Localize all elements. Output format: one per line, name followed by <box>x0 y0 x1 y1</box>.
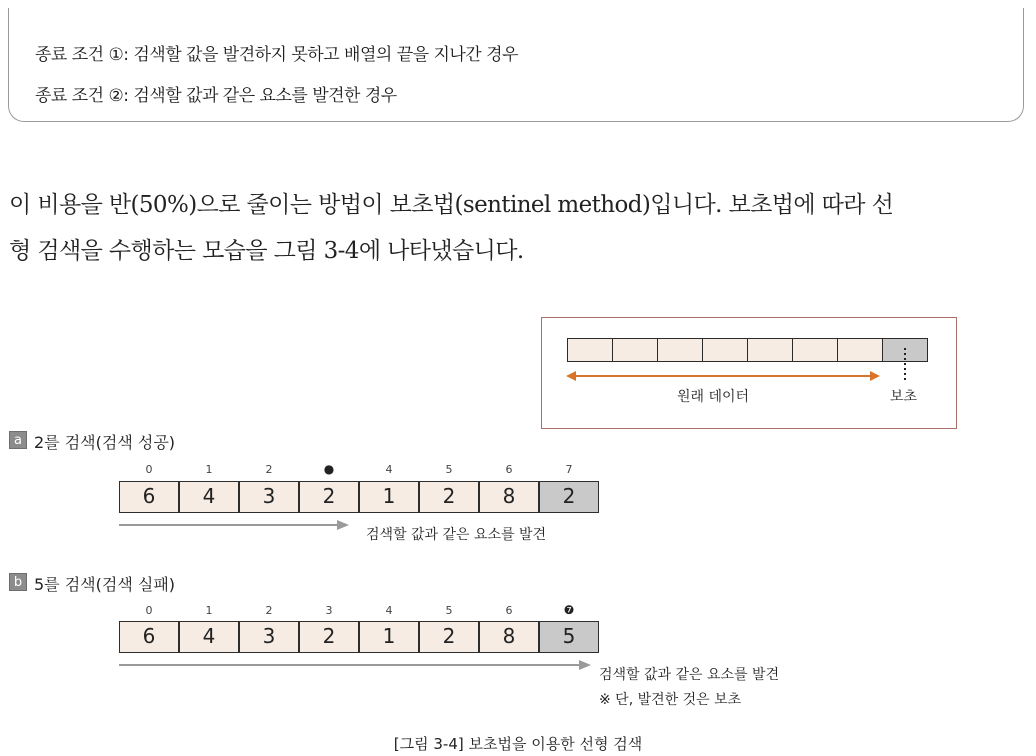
paragraph-line-2: 형 검색을 수행하는 모습을 그림 3-4에 나타냈습니다. <box>9 238 524 264</box>
array-cell: 3 <box>239 481 299 513</box>
paragraph-line-1: 이 비용을 반(50%)으로 줄이는 방법이 보초법(sentinel method)입니다. 보초법에 따라 선 <box>9 192 894 218</box>
legend-arrows <box>542 318 958 430</box>
section-a-title: 2를 검색(검색 성공) <box>34 433 176 452</box>
array-sentinel-cell: 5 <box>539 621 599 653</box>
index-label: 4 <box>385 604 393 617</box>
section-b-badge: b <box>9 573 27 591</box>
section-a-note: 검색할 값과 같은 요소를 발견 <box>366 527 547 543</box>
section-b-note-2: ※ 단, 발견한 것은 보초 <box>599 692 742 708</box>
legend-original-label: 원래 데이터 <box>677 389 750 405</box>
index-label: 1 <box>205 463 213 476</box>
section-a-badge: a <box>9 431 27 449</box>
figure-caption: [그림 3-4] 보초법을 이용한 선형 검색 <box>393 735 643 753</box>
index-label: 1 <box>205 604 213 617</box>
array-cell: 1 <box>359 481 419 513</box>
index-label: 5 <box>445 463 453 476</box>
array-cell: 2 <box>299 621 359 653</box>
arrow-right-icon <box>579 660 591 670</box>
array-cell: 8 <box>479 621 539 653</box>
legend-sentinel-label: 보초 <box>890 389 918 405</box>
array-cell: 2 <box>419 621 479 653</box>
arrow-right-icon <box>337 520 349 530</box>
section-b-note-1: 검색할 값과 같은 요소를 발견 <box>599 667 780 683</box>
index-label: 0 <box>145 604 153 617</box>
legend-box <box>541 317 957 429</box>
index-label: 3 <box>325 604 333 617</box>
index-label-found-marker: ● <box>323 462 335 476</box>
array-cell: 4 <box>179 621 239 653</box>
index-label: 6 <box>505 604 513 617</box>
index-label: 0 <box>145 463 153 476</box>
arrow-left-icon <box>566 371 576 381</box>
index-label: 2 <box>265 604 273 617</box>
termination-conditions-box <box>8 8 1024 122</box>
section-b-search-arrow <box>115 658 595 672</box>
index-label: 4 <box>385 463 393 476</box>
array-cell: 2 <box>299 481 359 513</box>
section-a-search-arrow <box>115 518 355 532</box>
array-cell: 6 <box>119 481 179 513</box>
index-label: 7 <box>565 463 573 476</box>
termination-condition-1: 종료 조건 ①: 검색할 값을 발견하지 못하고 배열의 끝을 지나간 경우 <box>35 45 518 65</box>
array-cell: 3 <box>239 621 299 653</box>
index-label: 6 <box>505 463 513 476</box>
array-cell: 1 <box>359 621 419 653</box>
array-cell: 8 <box>479 481 539 513</box>
index-label: 2 <box>265 463 273 476</box>
index-label: 5 <box>445 604 453 617</box>
arrow-right-icon <box>870 371 880 381</box>
index-label-found-marker: ❼ <box>563 603 575 617</box>
array-sentinel-cell: 2 <box>539 481 599 513</box>
section-b-title: 5를 검색(검색 실패) <box>34 575 176 594</box>
termination-condition-2: 종료 조건 ②: 검색할 값과 같은 요소를 발견한 경우 <box>35 86 397 106</box>
array-cell: 6 <box>119 621 179 653</box>
array-cell: 2 <box>419 481 479 513</box>
array-cell: 4 <box>179 481 239 513</box>
